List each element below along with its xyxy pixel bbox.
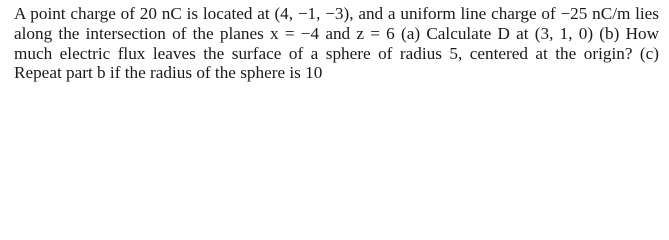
problem-statement: [14, 4, 659, 83]
problem-text: A point charge of 20 nC is located at (4, −1, −3), and a uniform line charge of −25 nC/m lies along the intersection of the planes x = −4 and z = 6 (a) Calculate D at (3, 1, 0) (b) How much electric flux leaves the surface of a sphere of radius 5, centered at the origin? (c) Repeat part b if the radius of the sphere is 10: [14, 4, 659, 83]
